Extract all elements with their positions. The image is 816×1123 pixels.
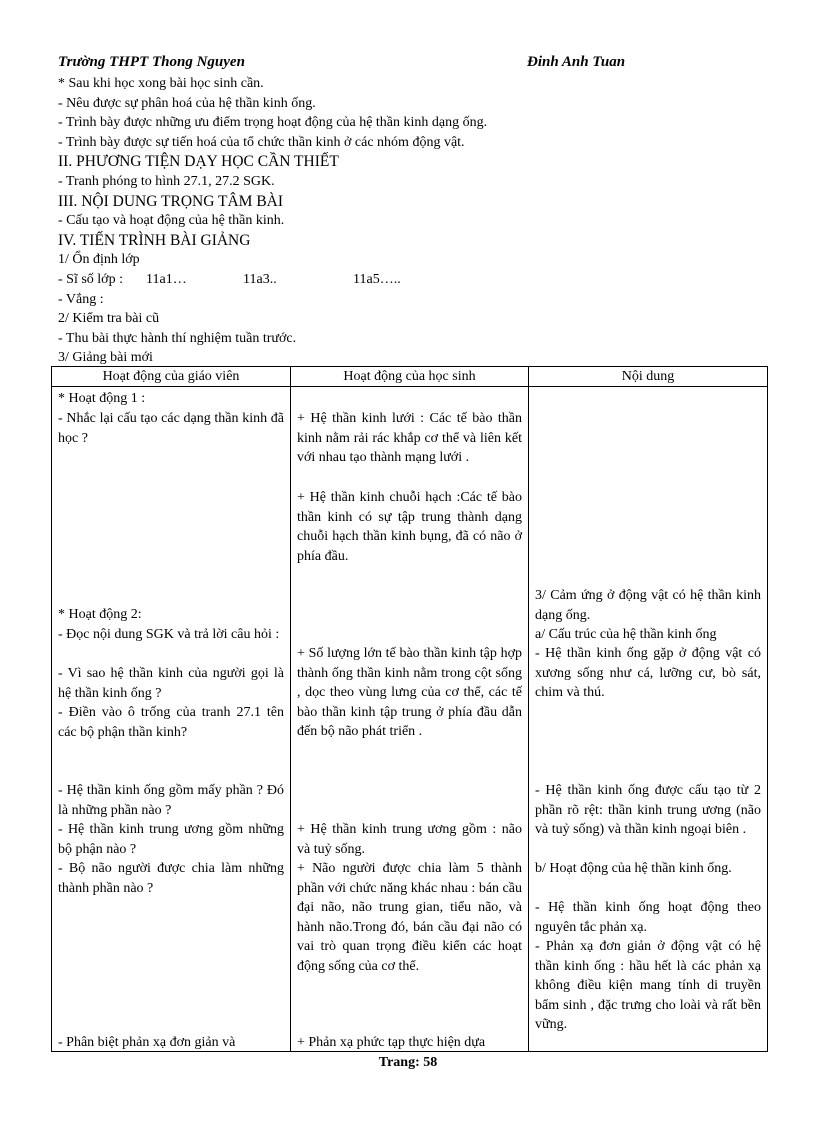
gv-question-2: - Đọc nội dung SGK và trả lời câu hỏi :: [58, 627, 280, 642]
step-2: 2/ Kiểm tra bài cũ: [58, 311, 160, 327]
nd-point-2: - Hệ thần kinh ống được cấu tạo từ 2 phần rõ rệt: thần kinh trung ương (não và tuỷ sống) và thần kinh ngoại biên .: [535, 783, 761, 838]
gv-question-1: - Nhắc lại cấu tạo các dạng thần kinh đã học ?: [58, 411, 284, 446]
gv-question-5: - Hệ thần kinh ống gồm mấy phần ? Đó là những phần nào ?: [58, 783, 284, 818]
header-teacher-activity: Hoạt động của giáo viên: [52, 367, 291, 387]
attendance-line: [58, 270, 778, 290]
gv-question-7: - Bộ não người được chia làm những thành phần nào ?: [58, 861, 284, 896]
lesson-intro: [58, 74, 778, 368]
page-number: Trang: 58: [378, 1055, 438, 1070]
gv-activity-2: * Hoạt động 2:: [58, 607, 142, 622]
key-content: - Cấu tạo và hoạt động của hệ thần kinh.: [58, 213, 285, 229]
nd-point-3: - Hệ thần kinh ống hoạt động theo nguyên tắc phản xạ.: [535, 900, 761, 935]
hs-answer-3: + Số lượng lớn tế bào thần kinh tập hợp thành ống thần kinh nằm trong cột sống , dọc theo vùng lưng của cơ thể, các tế bào thần kinh tập trung ở phía đầu dẫn đến bộ não phát triển .: [297, 646, 522, 740]
gv-question-8: - Phân biệt phản xạ đơn giản và: [58, 1035, 236, 1050]
gv-activity-1: * Hoạt động 1 :: [58, 391, 146, 406]
nd-subheading-b: b/ Hoạt động của hệ thần kinh ống.: [535, 861, 732, 876]
gv-question-6: - Hệ thần kinh trung ương gồm những bộ phận nào ?: [58, 822, 284, 857]
teacher-name: Đinh Anh Tuan: [527, 54, 626, 70]
hs-answer-1: + Hệ thần kinh lưới : Các tế bào thần kinh nằm rải rác khắp cơ thể và liên kết với nhau tạo thành mạng lưới .: [297, 411, 522, 466]
absent-line: - Vắng :: [58, 291, 104, 307]
header-content: Nội dung: [529, 367, 768, 387]
school-name: Trường THPT Thong Nguyen: [58, 54, 245, 70]
class-11a5: 11a5…..: [353, 271, 401, 287]
lesson-activity-table: [51, 366, 768, 1052]
nd-point-4: - Phản xạ đơn giản ở động vật có hệ thần kinh ống : hầu hết là các phản xạ không điều kiện mang tính di truyền bẩm sinh , đặc trưng cho loài và rất bền vững.: [535, 939, 761, 1033]
nd-heading-3: 3/ Cảm ứng ở động vật có hệ thần kinh dạng ống.: [535, 588, 761, 623]
gv-question-3: - Vì sao hệ thần kinh của người gọi là hệ thần kinh ống ?: [58, 666, 284, 701]
homework-check: - Thu bài thực hành thí nghiệm tuần trước.: [58, 330, 297, 346]
nd-point-1: - Hệ thần kinh ống gặp ở động vật có xương sống như cá, lưỡng cư, bò sát, chim và thú.: [535, 646, 761, 701]
step-1: 1/ Ổn định lớp: [58, 252, 140, 268]
content-cell: [529, 387, 768, 1052]
objective-intro: * Sau khi học xong bài học sinh cần.: [58, 76, 264, 91]
teaching-aids: - Tranh phóng to hình 27.1, 27.2 SGK.: [58, 173, 275, 189]
hs-answer-4: + Hệ thần kinh trung ương gồm : não và tuỷ sống.: [297, 822, 522, 857]
objective-1: - Nêu được sự phân hoá của hệ thần kinh ống.: [58, 95, 316, 111]
hs-answer-6: + Phản xạ phức tạp thực hiện dựa: [297, 1035, 486, 1050]
section-3-heading: III. NỘI DUNG TRỌNG TÂM BÀI: [58, 192, 284, 210]
nd-subheading-a: a/ Cấu trúc của hệ thần kinh ống: [535, 627, 717, 642]
class-11a1: 11a1…: [146, 271, 187, 287]
gv-question-4: - Điền vào ô trống của tranh 27.1 tên các bộ phận thần kinh?: [58, 705, 284, 740]
class-11a3: 11a3..: [243, 271, 277, 287]
teacher-activity-cell: [52, 387, 291, 1052]
header-student-activity: Hoạt động của học sinh: [291, 367, 529, 387]
step-3: 3/ Giảng bài mới: [58, 350, 153, 366]
hs-answer-5: + Não người được chia làm 5 thành phần với chức năng khác nhau : bán cầu đại não, não trung gian, tiểu não, và hành não.Trong đó, bán cầu đại não có vai trò quan trọng điều kiển các hoạt động sống của cơ thể.: [297, 861, 522, 974]
objective-3: - Trình bày được sự tiến hoá của tổ chức thần kinh ở các nhóm động vật.: [58, 134, 465, 150]
section-2-heading: II. PHƯƠNG TIỆN DẠY HỌC CẦN THIẾT: [58, 153, 339, 171]
student-activity-cell: [291, 387, 529, 1052]
objective-2: - Trình bày được những ưu điểm trọng hoạt động của hệ thần kinh dạng ống.: [58, 115, 488, 131]
section-4-heading: IV. TIẾN TRÌNH BÀI GIẢNG: [58, 231, 251, 249]
attendance-label: - Sĩ số lớp :: [58, 271, 123, 287]
hs-answer-2: + Hệ thần kinh chuỗi hạch :Các tế bào thần kinh có sự tập trung thành dạng chuỗi hạch thần kinh bụng, đã có não ở phía đầu.: [297, 490, 522, 564]
